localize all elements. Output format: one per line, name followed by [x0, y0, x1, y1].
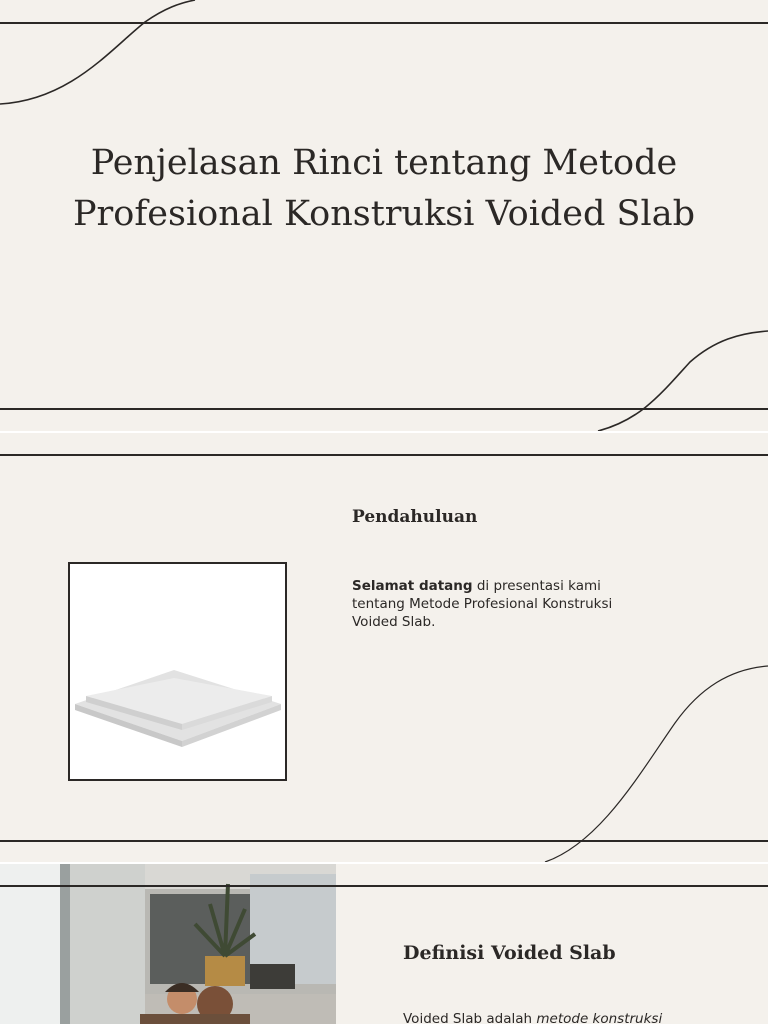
bottom-rule [0, 408, 768, 410]
bottom-rule [0, 840, 768, 842]
title-line-2: Profesional Konstruksi Voided Slab [72, 194, 695, 234]
presentation-title [40, 138, 728, 240]
definition-italic-text: metode konstruksi [536, 1011, 663, 1024]
section-heading: Definisi Voided Slab [403, 942, 616, 964]
section-heading: Pendahuluan [352, 507, 478, 527]
top-rule [0, 885, 768, 887]
slab-illustration [70, 564, 285, 779]
slide-introduction [0, 433, 768, 862]
intro-text-3: Voided Slab. [352, 614, 436, 630]
title-line-1: Penjelasan Rinci tentang Metode [90, 143, 678, 183]
definition-text: Voided Slab adalah [403, 1011, 537, 1024]
top-rule [0, 22, 768, 24]
slide-title [0, 0, 768, 431]
intro-text-2: tentang Metode Profesional Konstruksi [352, 596, 613, 612]
office-photo-illustration [0, 864, 336, 1024]
slide-definition [0, 864, 768, 1024]
office-photo [0, 864, 336, 1024]
intro-paragraph [352, 577, 652, 631]
intro-text-1: di presentasi kami [472, 578, 601, 594]
slab-image [68, 562, 287, 781]
top-rule [0, 454, 768, 456]
intro-bold-text: Selamat datang [352, 578, 473, 594]
definition-paragraph [403, 1010, 733, 1024]
